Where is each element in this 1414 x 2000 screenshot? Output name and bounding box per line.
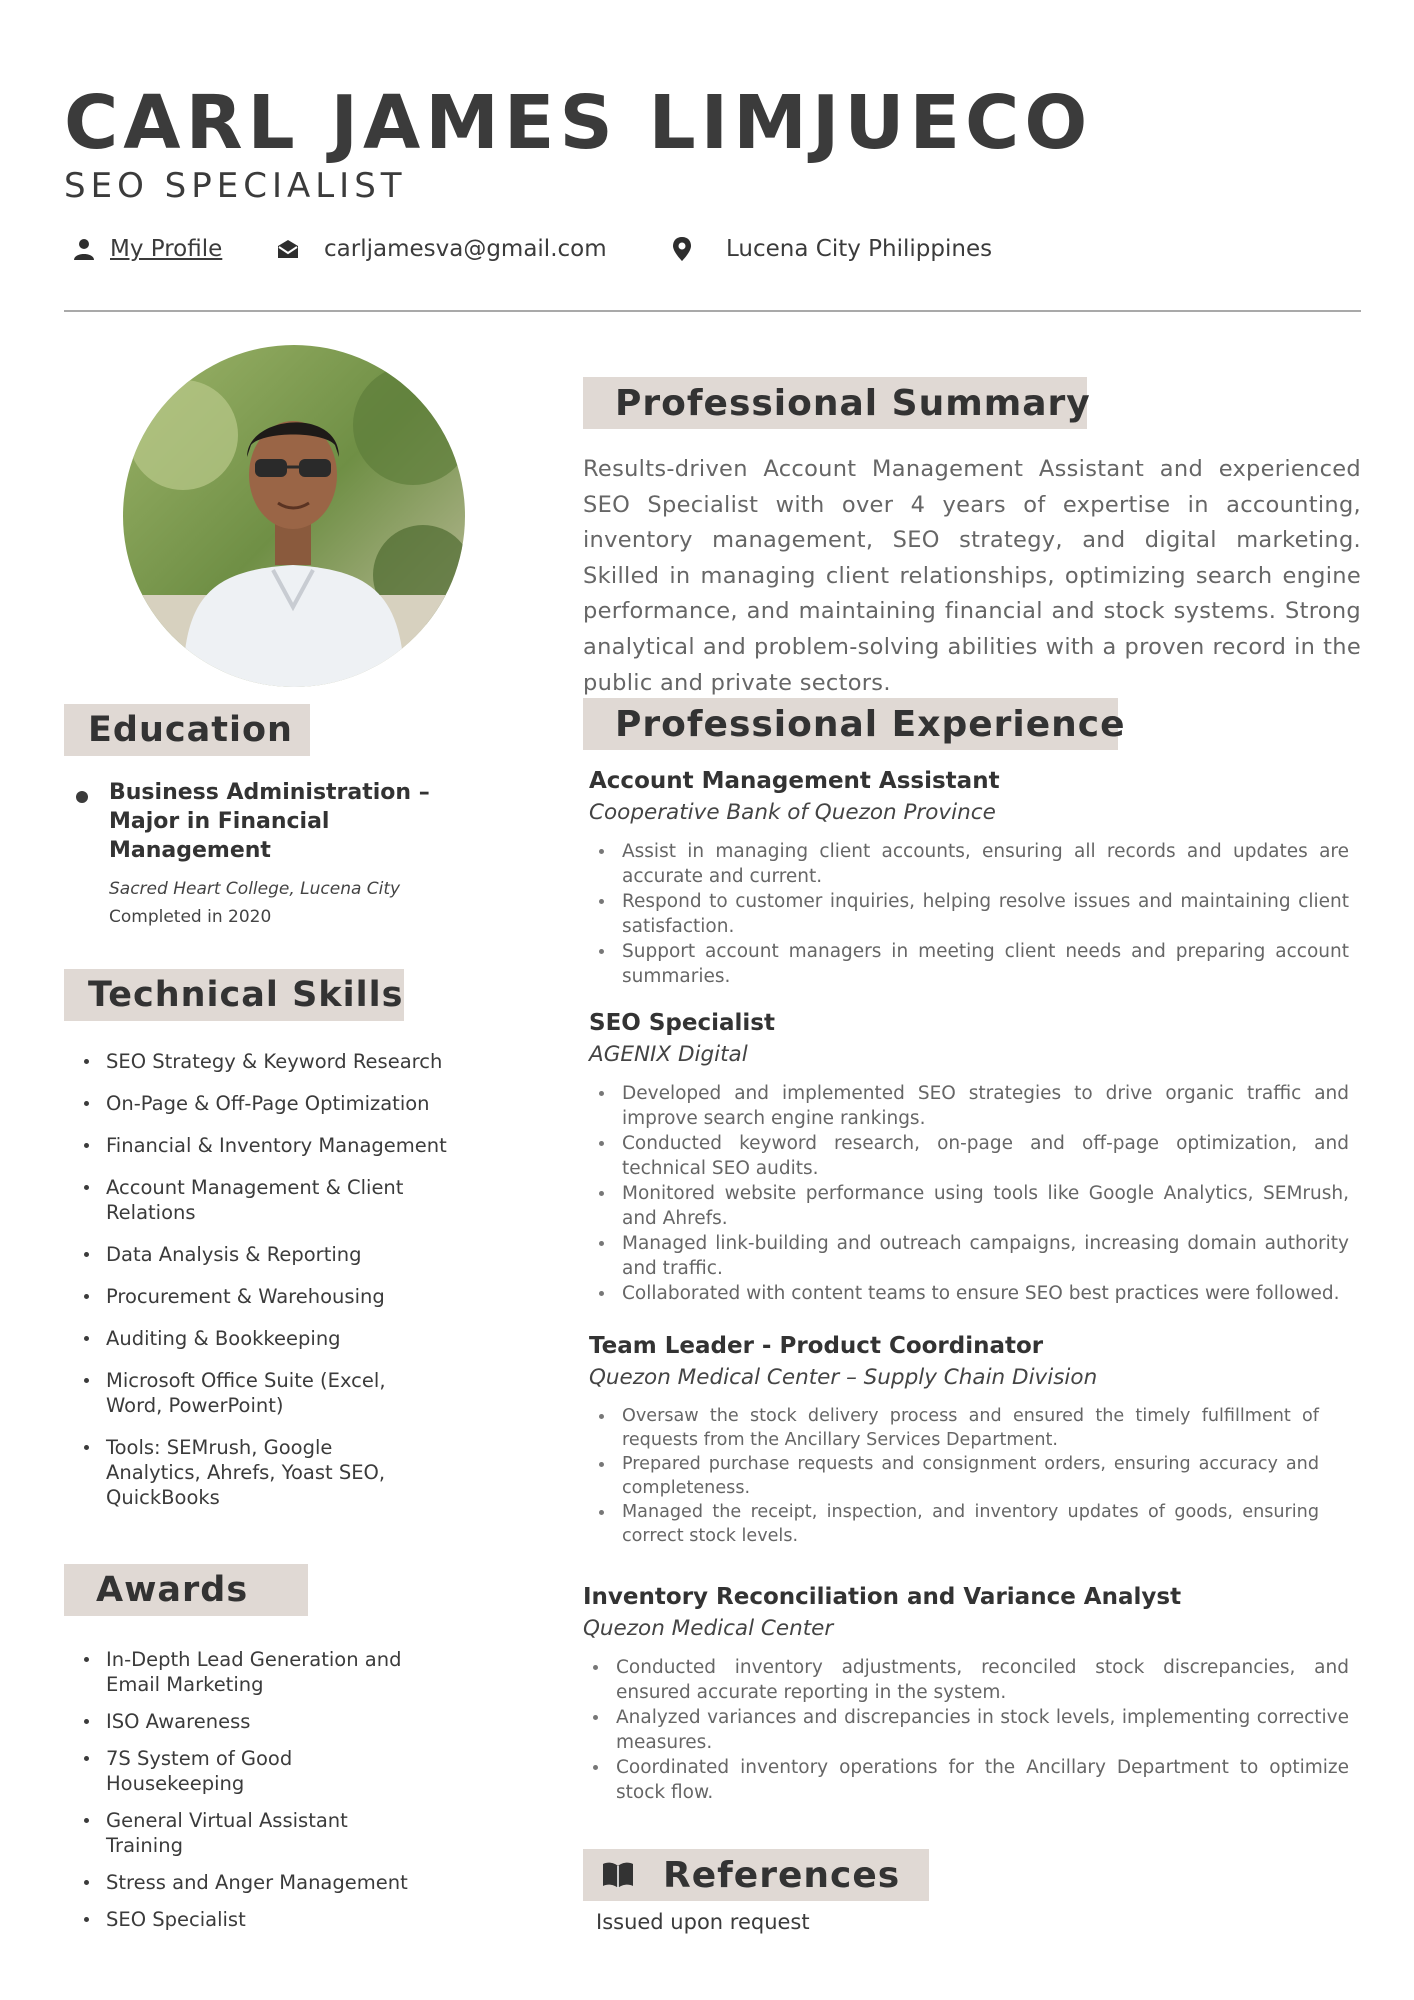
list-item: Procurement & Warehousing: [82, 1284, 472, 1309]
list-item: 7S System of Good Housekeeping: [82, 1746, 322, 1796]
profile-link[interactable]: My Profile: [110, 236, 223, 262]
job-entry: [589, 768, 1349, 989]
list-item: Stress and Anger Management: [82, 1870, 472, 1895]
email-text[interactable]: carljamesva@gmail.com: [324, 236, 607, 262]
awards-list: [82, 1647, 472, 1944]
technical-skills-heading: Technical Skills: [64, 969, 404, 1021]
list-item: Data Analysis & Reporting: [82, 1242, 472, 1267]
list-item: Account Management & Client Relations: [82, 1175, 422, 1225]
open-book-icon: [601, 1860, 635, 1890]
job-title: Inventory Reconciliation and Variance Analyst: [583, 1584, 1182, 1610]
completion-year: Completed in 2020: [109, 907, 272, 927]
professional-experience-label: Professional Experience: [615, 703, 1126, 745]
location-text: Lucena City Philippines: [726, 236, 993, 262]
candidate-name: CARL JAMES LIMJUECO: [64, 80, 1093, 166]
list-item: Support account managers in meeting client needs and preparing account summaries.: [589, 939, 1349, 989]
list-item: Developed and implemented SEO strategies to drive organic traffic and improve search engine rankings.: [589, 1081, 1349, 1131]
list-item: Tools: SEMrush, Google Analytics, Ahrefs, Yoast SEO, QuickBooks: [82, 1435, 402, 1510]
references-label: References: [663, 1854, 901, 1896]
candidate-role: SEO SPECIALIST: [64, 166, 407, 206]
list-item: Managed link-building and outreach campaigns, increasing domain authority and traffic.: [589, 1231, 1349, 1281]
professional-summary-label: Professional Summary: [615, 382, 1091, 424]
job-company: AGENIX Digital: [589, 1042, 748, 1067]
list-item: Conducted inventory adjustments, reconciled stock discrepancies, and ensured accurate reporting in the system.: [583, 1655, 1349, 1705]
education-entry: [76, 778, 456, 927]
awards-heading: Awards: [64, 1564, 308, 1616]
email-contact[interactable]: [276, 236, 607, 262]
location-contact: [672, 236, 992, 262]
references-text: Issued upon request: [596, 1910, 810, 1934]
professional-summary-heading: [583, 377, 1091, 429]
list-item: Monitored website performance using tools like Google Analytics, SEMrush, and Ahrefs.: [589, 1181, 1349, 1231]
list-item: SEO Strategy & Keyword Research: [82, 1049, 472, 1074]
list-item: Auditing & Bookkeeping: [82, 1326, 472, 1351]
envelope-icon: [276, 238, 300, 260]
job-company: Cooperative Bank of Quezon Province: [589, 800, 996, 825]
profile-photo: [123, 345, 465, 687]
list-item: On-Page & Off-Page Optimization: [82, 1091, 472, 1116]
header-divider: [64, 310, 1361, 312]
list-item: Conducted keyword research, on-page and off-page optimization, and technical SEO audits.: [589, 1131, 1349, 1181]
education-heading: Education: [64, 704, 310, 756]
person-icon: [72, 237, 96, 261]
list-item: Managed the receipt, inspection, and inventory updates of goods, ensuring correct stock levels.: [589, 1500, 1319, 1548]
summary-text: Results-driven Account Management Assistant and experienced SEO Specialist with over 4 years of expertise in accounting, inventory management, SEO strategy, and digital marketing. Skilled in managing client relationships, optimizing search engine performance, and maintaining financial and stock systems. Strong analytical and problem-solving abilities with a proven record in the public and private sectors.: [583, 456, 1361, 696]
list-item: Collaborated with content teams to ensure SEO best practices were followed.: [589, 1281, 1349, 1306]
job-entry: [589, 1010, 1349, 1306]
list-item: Financial & Inventory Management: [82, 1133, 472, 1158]
professional-experience-heading: [583, 698, 1126, 750]
job-title: Account Management Assistant: [589, 768, 1000, 794]
references-heading: [583, 1849, 929, 1901]
degree-line-1: Business Administration –: [109, 780, 430, 805]
list-item: Analyzed variances and discrepancies in stock levels, implementing corrective measures.: [583, 1705, 1349, 1755]
job-entry: [583, 1584, 1349, 1805]
job-entry: [589, 1333, 1319, 1548]
list-item: Respond to customer inquiries, helping resolve issues and maintaining client satisfaction.: [589, 889, 1349, 939]
list-item: Coordinated inventory operations for the Ancillary Department to optimize stock flow.: [583, 1755, 1349, 1805]
job-company: Quezon Medical Center: [583, 1616, 834, 1641]
list-item: General Virtual Assistant Training: [82, 1808, 372, 1858]
job-title: Team Leader - Product Coordinator: [589, 1333, 1044, 1359]
list-item: Assist in managing client accounts, ensuring all records and updates are accurate and current.: [589, 839, 1349, 889]
list-item: Oversaw the stock delivery process and ensured the timely fulfillment of requests from the Ancillary Services Department.: [589, 1404, 1319, 1452]
school-name: Sacred Heart College, Lucena City: [109, 879, 401, 899]
degree-line-2: Major in Financial: [109, 809, 330, 834]
list-item: Microsoft Office Suite (Excel, Word, PowerPoint): [82, 1368, 412, 1418]
degree-line-3: Management: [109, 838, 271, 863]
job-title: SEO Specialist: [589, 1010, 775, 1036]
job-company: Quezon Medical Center – Supply Chain Division: [589, 1365, 1098, 1390]
education-bullet: [76, 791, 88, 803]
skills-list: [82, 1049, 472, 1527]
profile-contact[interactable]: [72, 236, 222, 262]
list-item: SEO Specialist: [82, 1907, 472, 1932]
list-item: In-Depth Lead Generation and Email Marketing: [82, 1647, 422, 1697]
map-pin-icon: [672, 236, 692, 262]
list-item: ISO Awareness: [82, 1709, 472, 1734]
list-item: Prepared purchase requests and consignment orders, ensuring accuracy and completeness.: [589, 1452, 1319, 1500]
